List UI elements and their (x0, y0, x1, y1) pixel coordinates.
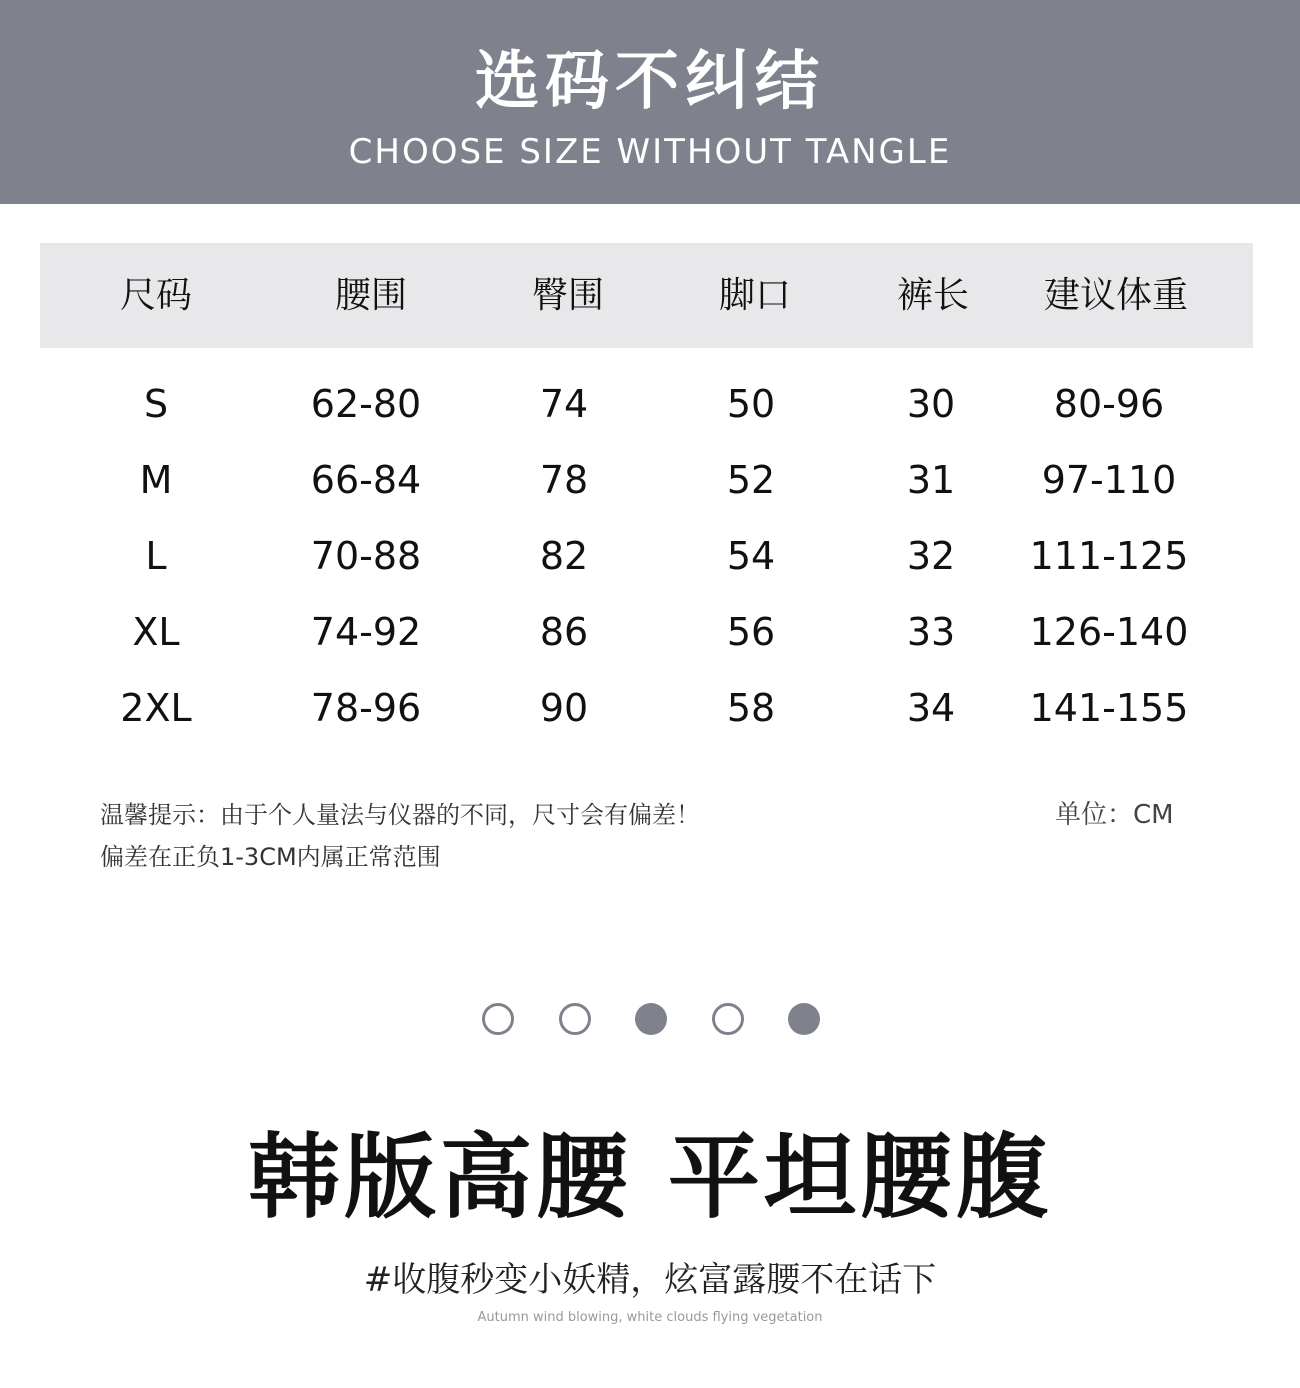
cell-leg-opening: 58 (726, 686, 776, 730)
carousel-dot[interactable] (635, 1003, 667, 1035)
cell-size: 2XL (120, 686, 192, 730)
cell-waist: 78-96 (310, 686, 422, 730)
size-table-header (40, 243, 1253, 348)
cell-hip: 78 (539, 458, 589, 502)
tip-note: 温馨提示：由于个人量法与仪器的不同，尺寸会有偏差！ (100, 801, 700, 829)
promo-small-text: Autumn wind blowing, white clouds flying vegetation (477, 1310, 823, 1325)
header-leg-opening: 脚口 (718, 275, 792, 316)
cell-leg-opening: 54 (726, 534, 776, 578)
header-banner (0, 0, 1300, 204)
cell-hip: 86 (539, 610, 589, 654)
header-size: 尺码 (119, 275, 193, 316)
cell-size: S (143, 382, 169, 426)
table-row (0, 521, 1300, 591)
cell-hip: 74 (539, 382, 589, 426)
table-row (0, 673, 1300, 743)
cell-waist: 74-92 (310, 610, 422, 654)
carousel-dot[interactable] (788, 1003, 820, 1035)
cell-length: 34 (906, 686, 956, 730)
cell-length: 32 (906, 534, 956, 578)
cell-length: 31 (906, 458, 956, 502)
header-weight: 建议体重 (1043, 275, 1189, 316)
carousel-dot[interactable] (712, 1003, 744, 1035)
banner-subtitle: CHOOSE SIZE WITHOUT TANGLE (348, 132, 952, 172)
carousel-dot[interactable] (482, 1003, 514, 1035)
cell-waist: 66-84 (310, 458, 422, 502)
cell-length: 30 (906, 382, 956, 426)
header-hip: 臀围 (531, 275, 605, 316)
cell-leg-opening: 56 (726, 610, 776, 654)
cell-size: M (139, 458, 173, 502)
cell-size: XL (132, 610, 180, 654)
cell-waist: 70-88 (310, 534, 422, 578)
cell-waist: 62-80 (310, 382, 422, 426)
cell-leg-opening: 52 (726, 458, 776, 502)
cell-weight: 111-125 (1029, 534, 1189, 578)
cell-weight: 126-140 (1029, 610, 1189, 654)
header-length: 裤长 (896, 275, 970, 316)
table-row (0, 369, 1300, 439)
cell-length: 33 (906, 610, 956, 654)
carousel-dot[interactable] (559, 1003, 591, 1035)
cell-leg-opening: 50 (726, 382, 776, 426)
cell-size: L (145, 534, 167, 578)
cell-weight: 141-155 (1029, 686, 1189, 730)
table-row (0, 597, 1300, 667)
cell-weight: 80-96 (1053, 382, 1165, 426)
table-row (0, 445, 1300, 515)
promo-tagline: #收腹秒变小妖精，炫富露腰不在话下 (363, 1260, 937, 1300)
carousel-indicator (0, 1003, 1300, 1043)
tolerance-note: 偏差在正负1-3CM内属正常范围 (100, 843, 441, 871)
promo-headline: 韩版高腰 平坦腰腹 (247, 1124, 1053, 1231)
banner-title: 选码不纠结 (475, 45, 825, 119)
cell-hip: 90 (539, 686, 589, 730)
cell-weight: 97-110 (1041, 458, 1177, 502)
header-waist: 腰围 (334, 275, 408, 316)
unit-label: 单位：CM (1055, 800, 1174, 830)
cell-hip: 82 (539, 534, 589, 578)
